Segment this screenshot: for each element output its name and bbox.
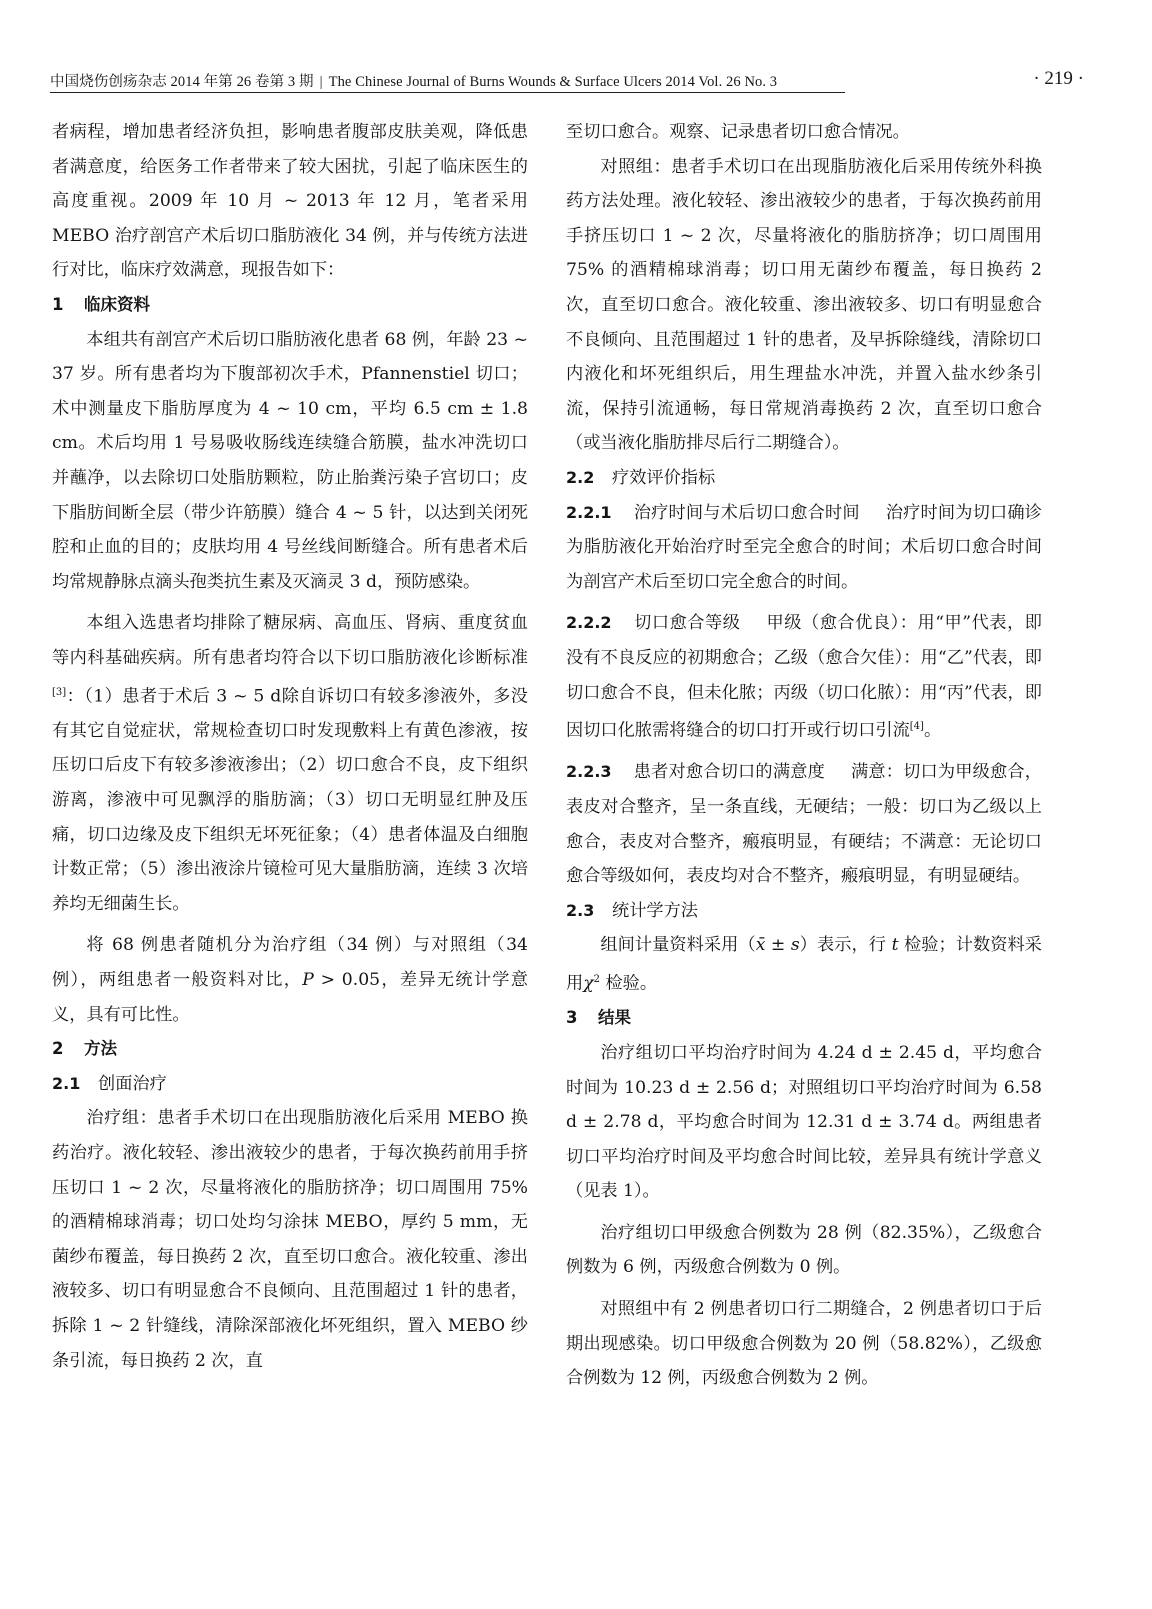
paragraph: 治疗组切口平均治疗时间为 4.24 d ± 2.45 d，平均愈合时间为 10.23 d ± 2.56 d；对照组切口平均治疗时间为 6.58 d ± 2.78 d，平均愈合时间为 12.31 d ± 3.74 d。两组患者切口平均治疗时间及平均愈合时间比较，差异具有统计学意义（见表 1）。 (566, 1042, 1042, 1202)
section-1-heading (52, 288, 528, 323)
paragraph-2-2-3 (566, 755, 1042, 893)
subsection-number: 2.2.3 (566, 762, 612, 782)
section-number: 2 (52, 1039, 64, 1059)
subsection-title: 切口愈合等级 (633, 613, 741, 634)
paragraph (52, 606, 528, 921)
subsection-number: 2.2 (566, 467, 595, 487)
subsection-title: 治疗时间与术后切口愈合时间 (633, 502, 860, 523)
journal-en: The Chinese Journal of Burns Wounds & Surface Ulcers 2014 Vol. 26 No. 3 (328, 74, 778, 90)
paragraph: 治疗组切口甲级愈合例数为 28 例（82.35%），乙级愈合例数为 6 例，丙级愈合例数为 0 例。 (566, 1222, 1042, 1278)
paragraph: 对照组：患者手术切口在出现脂肪液化后采用传统外科换药方法处理。液化较轻、渗出液较少的患者，于每次换药前用手挤压切口 1 ~ 2 次，尽量将液化的脂肪挤净；切口周围用 75% 的酒精棉球消毒；切口用无菌纱布覆盖，每日换药 2 次，直至切口愈合。液化较重、渗出液较多、切口有明显愈合不良倾向、且范围超过 1 针的患者，及早拆除缝线，清除切口内液化和坏死组织后，用生理盐水冲洗，并置入盐水纱条引流，保持引流通畅，每日常规消毒换药 2 次，直至切口愈合（或当液化脂肪排尽后行二期缝合）。 (566, 156, 1042, 454)
right-column (566, 115, 1042, 1396)
text-run: 本组入选患者均排除了糖尿病、高血压、肾病、重度贫血等内科基础疾病。所有患者均符合以下切口脂肪液化诊断标准 (52, 613, 528, 668)
subsection-number: 2.1 (52, 1073, 81, 1093)
paragraph: 治疗组：患者手术切口在出现脂肪液化后采用 MEBO 换药治疗。液化较轻、渗出液较少的患者，于每次换药前用手挤压切口 1 ~ 2 次，尽量将液化的脂肪挤净；切口周围用 75% 的酒精棉球消毒；切口处均匀涂抹 MEBO，厚约 5 mm，无菌纱布覆盖，每日换药 2 次，直至切口愈合。液化较重、渗出液较多、切口有明显愈合不良倾向、且范围超过 1 针的患者，拆除 1 ~ 2 针缝线，清除深部液化坏死组织，置入 MEBO 纱条引流，每日换药 2 次，直 (52, 1108, 528, 1371)
subsection-title: 统计学方法 (612, 900, 698, 921)
italic-t: t (891, 935, 899, 956)
paragraph (566, 928, 1042, 1001)
text-run: 治疗时间为切口确诊为脂肪液化开始治疗时至完全愈合的时间；术后切口愈合时间为剖宫产术后至切口完全愈合的时间。 (566, 502, 1042, 592)
subsection-2-3-heading (566, 894, 1042, 929)
italic-chi: χ (583, 973, 594, 994)
subsection-2-2-heading (566, 461, 1042, 496)
left-column (52, 115, 528, 1378)
continued-paragraph: 至切口愈合。观察、记录患者切口愈合情况。 (566, 122, 910, 142)
section-number: 3 (566, 1008, 578, 1028)
subsection-number: 2.2.1 (566, 502, 612, 522)
text-run: 满意：切口为甲级愈合，表皮对合整齐，呈一条直线，无硬结；一般：切口为乙级以上愈合，表皮对合整齐，瘢痕明显，有硬结；不满意：无论切口愈合等级如何，表皮均对合不整齐，瘢痕明显，有明显硬结。 (566, 762, 1042, 887)
subsection-number: 2.3 (566, 900, 595, 920)
italic-mean: x̄ (755, 935, 766, 956)
intro-paragraph: 者病程，增加患者经济负担，影响患者腹部皮肤美观，降低患者满意度，给医务工作者带来了较大困扰，引起了临床医生的高度重视。2009 年 10 月 ~ 2013 年 12 月，笔者采用 MEBO 治疗剖宫产术后切口脂肪液化 34 例，并与传统方法进行对比，临床疗效满意，现报告如下： (52, 122, 528, 281)
subsection-2-1-heading (52, 1067, 528, 1102)
header-rule (50, 92, 845, 93)
section-title: 结果 (598, 1008, 631, 1028)
subsection-number: 2.2.2 (566, 613, 612, 633)
page-number: · 219 · (1033, 68, 1084, 89)
paragraph-2-2-2 (566, 606, 1042, 748)
text-run: ）表示，行 (799, 935, 892, 956)
section-title: 临床资料 (84, 294, 150, 314)
paragraph-2-2-1 (566, 496, 1042, 600)
text-run: 将 68 例患者随机分为治疗组（34 例）与对照组（34 例），两组患者一般资料对比， (52, 935, 528, 990)
section-title: 方法 (84, 1039, 117, 1059)
subsection-title: 创面治疗 (98, 1073, 167, 1094)
subsection-title: 患者对愈合切口的满意度 (633, 762, 825, 783)
superscript: 2 (593, 973, 600, 985)
paragraph: 对照组中有 2 例患者切口行二期缝合，2 例患者切口于后期出现感染。切口甲级愈合例数为 20 例（58.82%），乙级愈合例数为 12 例，丙级愈合例数为 2 例。 (566, 1299, 1042, 1389)
paragraph (52, 928, 528, 1032)
italic-p: P (302, 969, 314, 990)
text-run: ± (765, 935, 791, 956)
citation-ref: [3] (52, 686, 67, 698)
text-run: 。 (923, 720, 942, 741)
subsection-title: 疗效评价指标 (612, 467, 716, 488)
text-run: 检验；计数资料采用 (566, 935, 1042, 994)
italic-sd: s (790, 935, 800, 956)
text-run: 组间计量资料采用（ (600, 935, 756, 956)
section-2-heading (52, 1032, 528, 1067)
citation-ref: [4] (909, 721, 924, 733)
text-run: 检验。 (600, 973, 658, 994)
text-run: > 0.05，差异无统计学意义，具有可比性。 (52, 969, 528, 1025)
running-header (50, 70, 1090, 94)
text-run: ：（1）患者于术后 3 ~ 5 d除自诉切口有较多渗液外，多没有其它自觉症状，常规检查切口时发现敷料上有黄色渗液，按压切口后皮下有较多渗液渗出；（2）切口愈合不良，皮下组织游离，渗液中可见飘浮的脂肪滴；（3）切口无明显红肿及压痛，切口边缘及皮下组织无坏死征象；（4）患者体温及白细胞计数正常；（5）渗出液涂片镜检可见大量脂肪滴，连续 3 次培养均无细菌生长。 (52, 686, 528, 914)
journal-citation: 中国烧伤创疡杂志 2014 年第 26 卷第 3 期 | The Chinese Journal of Burns Wounds & Surface Ulcers 2014 Vol. 26 No. 3 (50, 74, 778, 90)
text-run: 甲级（愈合优良）：用“甲”代表，即没有不良反应的初期愈合；乙级（愈合欠佳）：用“乙”代表，即切口愈合不良，但未化脓；丙级（切口化脓）：用“丙”代表，即因切口化脓需将缝合的切口打开或行切口引流 (566, 613, 1042, 741)
section-3-heading (566, 1001, 1042, 1036)
paragraph: 本组共有剖宫产术后切口脂肪液化患者 68 例，年龄 23 ~ 37 岁。所有患者均为下腹部初次手术，Pfannenstiel 切口；术中测量皮下脂肪厚度为 4 ~ 10 cm，平均 6.5 cm ± 1.8 cm。术后均用 1 号易吸收肠线连续缝合筋膜，盐水冲洗切口并蘸净，以去除切口处脂肪颗粒，防止胎粪污染子宫切口；皮下脂肪间断全层（带少许筋膜）缝合 4 ~ 5 针，以达到关闭死腔和止血的目的；皮肤均用 4 号丝线间断缝合。所有患者术后均常规静脉点滴头孢类抗生素及灭滴灵 3 d，预防感染。 (52, 329, 528, 592)
journal-cn: 中国烧伤创疡杂志 2014 年第 26 卷第 3 期 (50, 74, 314, 90)
section-number: 1 (52, 294, 64, 314)
